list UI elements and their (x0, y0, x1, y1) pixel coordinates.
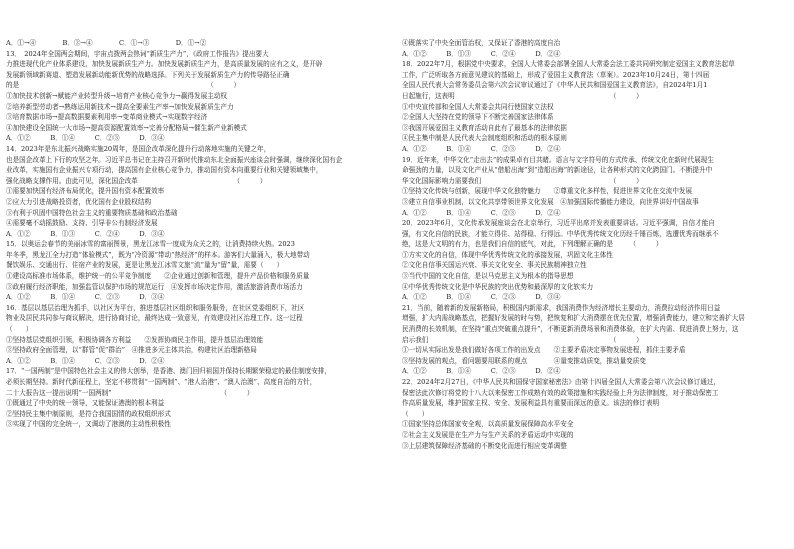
right-text-line: 工作，广泛听取各方面意见建议的基础上，形成了爱国主义教育法（草案）。2023年10月24日，第十四届 (402, 70, 710, 79)
right-text-line: ④民主集中制是人民代表大会制度组织和活动的根本原则 (402, 134, 567, 143)
left-text-line: 14．2023年是东北振兴战略实施20周年，是国企改革深化提升行动落地实施的关键之年， (6, 144, 271, 153)
right-text-line: ①方实文化的自信，体现中华优秀传统文化的承接发展，巩固文化主体性 (402, 250, 613, 259)
left-text-line: 13． 2024年全国两会期间，宇宙点拨两会热词“新质生产力”，《政府工作报告》提出要大 (6, 49, 269, 58)
left-text-line: （ ） (6, 325, 33, 334)
left-text-line: ①加快技术创新→赋能产业转型升级→培育产业核心竞争力→赢得发展主动权 (6, 91, 227, 100)
right-text-line: A．①② B．①④ C．②③ D．②④ (402, 367, 561, 376)
right-text-line: 强，有文化自信的民族，才能立得住、站得稳、行得远。中华优秀传统文化历经千锤百炼，选遭优秀而继承不 (402, 229, 719, 238)
right-text-line: 20．2023年6月，文化传承发展座谈会在北京举行，习近平出席并发表重要讲话。习近平强调，自信才能自 (402, 219, 715, 228)
right-text-line: ②文化自信事关国运兴衰、事关文化安全、事关民族精神独立性 (402, 261, 587, 270)
left-text-line: 力推进现代化产业体系建设，加快发展新质生产力。加快发展新质生产力，是高质量发展的应有之义，是开辟 (6, 60, 323, 69)
left-text-line: 物业及居民共同参与商议解决，进行协商讨论，最终达成一致意见，有效建设社区治理工作。这一过程 (6, 314, 303, 323)
right-text-line: A．①② B．①③ C．②④ D．②④ (402, 49, 561, 58)
right-text-line: ④既落实了中央全面管治权，又保证了香港的高度自治 (402, 39, 561, 47)
left-text-line: ②应大力引进战略投资者，优化国有企业股权结构 (6, 197, 152, 206)
left-text-line: 年冬季，黑龙江全力打造“体验模式”，既为“冷资源”带动“热经济”的样本。游客们大量涌入，极大地带动 (6, 250, 310, 259)
right-text-line: 作高质量发展，维护国家主权、安全、发展利益具有重要而深远的意义。该法的修订表明 (402, 399, 660, 408)
right-text-line: ③上层建筑保障经济基础的不断变化而进行相应变革调整 (402, 441, 567, 450)
right-text-line: ③坚持发展的观点，看问题要用联系的观点 ④量变推动质变，推动量变质变 (402, 356, 646, 365)
right-text-line: 命强劲的力量，以及文化产业从“借船出海”到“造船出海”的新途径，让各种形式的文化跨国门。不断提升中 (402, 166, 713, 175)
left-text-line: ①建设高标准市场体系，维护统一的公平竞争制度 ②企业通过创新和管理，提升产品价格和服务质量 (6, 272, 310, 281)
right-text-line: 绝，这是大文明的有力，也是我们自信的底气，对此，下列理解正确的是 （ ） (402, 240, 663, 249)
left-text-line: A．①→④ B．③→④ C．①→③ D．①→② (6, 39, 207, 47)
right-text-line: A．①② B．①④ C．②③ D．②④ (402, 144, 561, 153)
right-text-line: 18．2022年7月，根据党中央要求，全国人大常委会部署全国人大常委会法工委共同研究制定爱国主义教育法起草 (402, 60, 735, 69)
right-text-line: 增强，扩大内需战略基点，把握好发展的时与势，把恢复和扩大消费摆在优先位置，增强消费能力，建立和完善扩大居 (402, 314, 745, 323)
left-text-line: ③坚持政府全面管理，以“群管”促“群治” ④推进多元主体共治，构建社区治理新格局 (6, 346, 257, 355)
right-text-line: ③我国开展爱国主义教育活动自此有了最基本的法律依据 (402, 123, 567, 132)
left-text-line: ④需要毫不动摇鼓励、支持、引导非公有制经济发展 (6, 219, 158, 228)
right-text-line: ①中央宣传部和全国人大常委会共同行使国家立法权 (402, 102, 554, 111)
left-text-line: ②坚持民主集中制原则，是符合我国国情的政权组织形式 (6, 409, 171, 418)
right-text-line: 21．当前，随着新的发展新格局，积极国内新需求，我国消费作为经济增长主要动力，消费拉动经济作用日益 (402, 303, 721, 312)
left-text-line: ③有利于巩固中国特色社会主义的重要物质基础和政治基础 (6, 208, 178, 217)
right-text-line: 民消费的长效机制，在坚持“重点突破重点提升”，不断更新消费场景和消费体验，在扩大内需、促进消费上努力，这 (402, 325, 739, 334)
right-text-line: ③建立自信事业机制，以文化共享带领世界文化发展 ④加强国际传播能力建设，向世界讲好中国故事 (402, 197, 699, 206)
left-text-line: A．①② B．①④ C．②③ D．③④ (6, 134, 165, 143)
left-text-line: 也是国企改革上下行的攻坚之年。习近平总书记在主持召开新时代推动东北全面振兴座谈会时强调，继续深化国有企 (6, 155, 343, 164)
left-text-line: 业改革，实施国有企业振兴专项行动，提高国有企业核心竞争力，推动国有资本向重要行业和关键领域集中， (6, 166, 323, 175)
right-text-line: 19．近年来，中华文化“走出去”的成果卓有目共睹。语言与文字符号的方式传承、传统文化在新时代展现生 (402, 155, 714, 164)
left-text-line: ③政府履行经济职能，加强监管以保护市场的规范运行 ④发挥市场决定作用，激活旅游消费市场活力 (6, 282, 303, 291)
right-text-line: 全国人民代表大会常务委员会第六次会议审议通过了《中华人民共和国爱国主义教育法》，自2024年1月1 (402, 81, 708, 90)
left-text-line: 发展新领域新赛道、塑造发展新动能新优势的战略选择。下列关于发展新质生产力的传导路径正确 (6, 70, 290, 79)
right-text-line: 华文化国际影响力需要我们 （ ） (402, 176, 643, 185)
right-text-line: A．①② B．①④ C．②③ D．②④ (402, 208, 561, 217)
left-text-line: 二十大报告这一提出说明“一国两制” （ ） (6, 388, 254, 397)
right-text-line: 日起施行，这表明 （ ） (402, 91, 643, 100)
right-text-line: ①坚持文化传统与创新，展现中华文化独特魅力 ②尊重文化多样性，促进世界文化在交流中发展 (402, 187, 693, 196)
left-text-line: ②培养新型劳动者→熟练运用新技术→提高全要素生产率→加快发展新质生产力 (6, 102, 234, 111)
left-text-line: 餐饮娱乐、交通出行、住宿产业的发展，更是让黑龙江冰雪文旅“流”量为“留”量，需要（ ） (6, 261, 284, 270)
left-text-line: ③实现了中国的完全统一，又调动了港澳的主动性积极性 (6, 420, 171, 429)
right-text-line: ①一切从实际出发是我们做好各项工作的出发点 ②主要矛盾决定事物发展进程，抓住主要矛盾 (402, 346, 686, 355)
right-text-line: ①国家坚持总体国家安全观，以高质量发展保障高水平安全 (402, 420, 574, 429)
left-text-line: 16．基层以基层治理为抓手，以社区为平台，推进基层社区组织和服务服务，在社区党委组织下，社区 (6, 303, 305, 312)
left-text-line: A．①② B．①③ C．②④ D．③④ (6, 229, 165, 238)
left-text-line: A．①② B．①④ C．②③ D．②④ (6, 356, 165, 365)
left-text-line: ①既通过了中央的统一领导，又能保证港澳的根本利益 (6, 399, 165, 408)
right-text-line: ④中华优秀传统文化是中华民族的突出优势和最深厚的文化软实力 (402, 282, 594, 291)
left-text-line: A．①② B．①④ C．②③ D．③④ (6, 293, 165, 302)
right-text-line: 22．2024年2月27日，《中华人民共和国保守国家秘密法》由第十四届全国人大常委会第八次会议修订通过， (402, 378, 720, 386)
left-column (6, 38, 381, 430)
left-text-line: 必须长期坚持。新时代新征程上，坚定不移贯彻“一国两制”、“港人治港”、“澳人治澳”、高度自治的方针， (6, 378, 317, 386)
right-text-line: （ ） (402, 409, 429, 418)
right-text-line: 启示我们 （ ） (402, 335, 643, 344)
left-text-line: 15．以奥运会春节的美丽冰雪的富丽图景，黑龙江冰雪一度成为众关之的，让消费持续火热。2023 (6, 240, 295, 249)
right-text-line: 保密法此次修订将党的十八大以来保密工作成熟有效的政策措施和实践经验上升为法律制度，对于推动保密工 (402, 388, 719, 397)
right-text-line: ③当代中国的文化自信，是以马克思主义为根本的指导思想 (402, 272, 574, 281)
left-text-line: ①需要加快国有经济布局优化，提升国有资本配置效率 (6, 187, 165, 196)
right-text-line: ②全国人大坚持在党的领导下不断完善国家法律体系 (402, 113, 554, 122)
left-text-line: 17．“一国两制”是中国特色社会主义的伟大创举，是香港、澳门回归祖国并保持长期繁荣稳定的最佳制度安排， (6, 367, 332, 376)
right-text-line: ②社会主义发展是在生产力与生产关系的矛盾运动中实现的 (402, 430, 574, 439)
right-column (402, 38, 777, 451)
left-text-line: ④加快建设全国统一大市场→提高资源配置效率→完善分配格局→催生新产业新模式 (6, 123, 247, 132)
right-text-line: A．①② B．①④ C．②③ D．③④ (402, 293, 561, 302)
left-text-line: ①坚持基层党组织引领，积极协调各方利益 ②发挥协商民主作用，提升基层治理效能 (6, 335, 264, 344)
left-text-line: 强化战略支撑作用。由此可见，深化国企改革 （ ） (6, 176, 267, 185)
left-text-line: ③培育数据市场→提高数据要素利用率→变革商业模式→实现数字经济 (6, 113, 208, 122)
left-text-line: 的是 （ ） (6, 81, 241, 90)
